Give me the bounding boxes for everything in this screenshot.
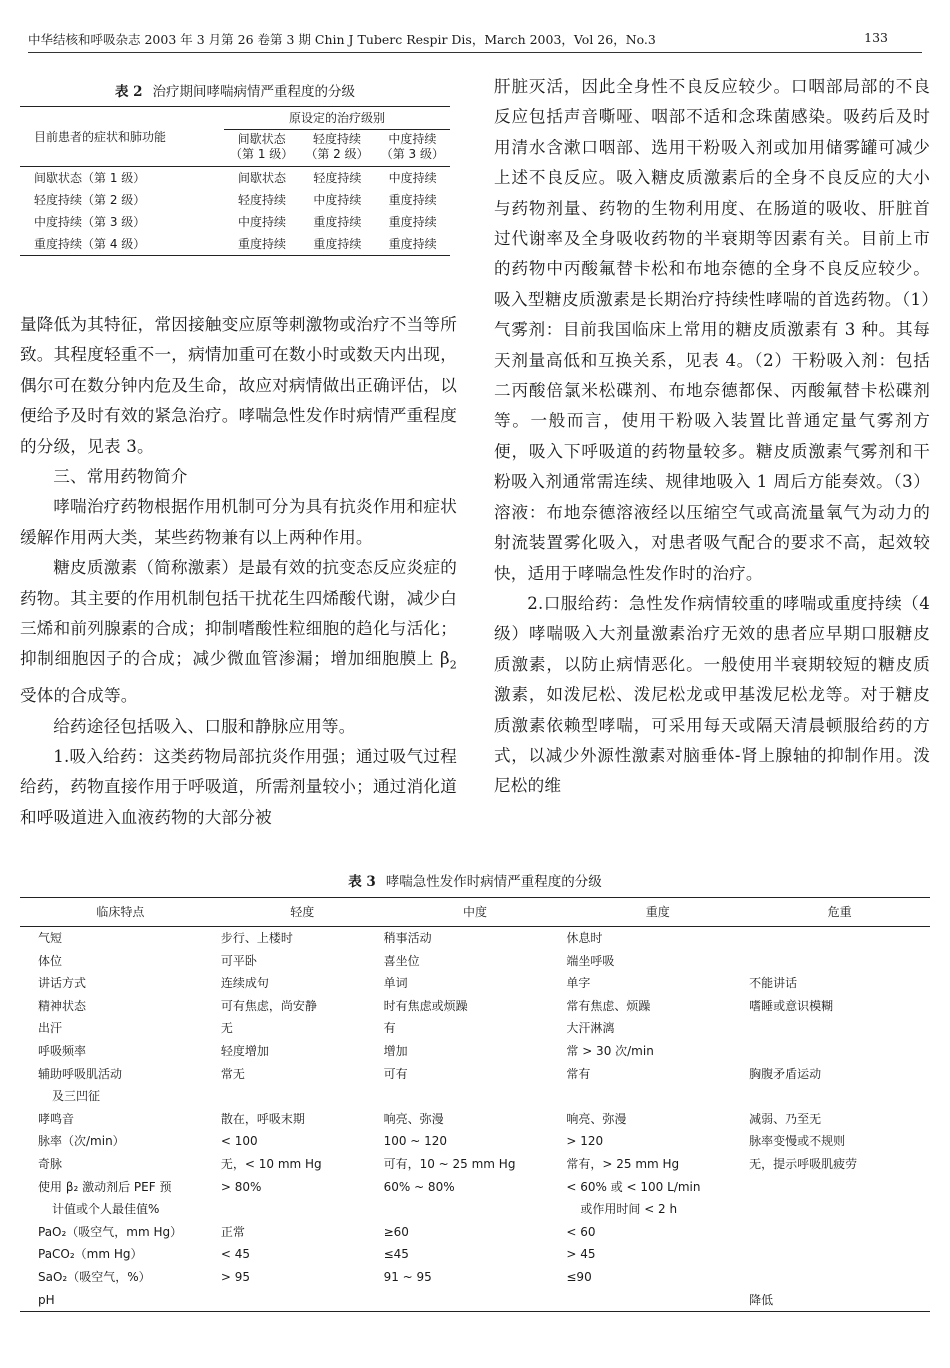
table2-row-label: 轻度持续（第 2 级） xyxy=(34,193,146,207)
paragraph: 1.吸入给药：这类药物局部抗炎作用强；通过吸气过程给药，药物直接作用于呼吸道，所需剂量较小；通过消化道和呼吸道进入血液药物的大部分被 xyxy=(20,747,457,827)
table2-row-label: 中度持续（第 3 级） xyxy=(34,215,146,229)
table3-cell: 无，< 10 mm Hg xyxy=(220,1156,322,1171)
table3-cell: 单字 xyxy=(566,976,591,991)
table3-cell: 91 ~ 95 xyxy=(383,1269,432,1284)
table-row xyxy=(20,1017,930,1040)
table3-cell: 有 xyxy=(383,1021,396,1036)
table3-cell xyxy=(749,1040,930,1063)
table3-cell xyxy=(749,927,930,950)
paragraph: 哮喘治疗药物根据作用机制可分为具有抗炎作用和症状缓解作用两大类，某些药物兼有以上两种作用。 xyxy=(20,497,457,547)
table3-cell xyxy=(749,950,930,973)
table3-cell: 嗜睡或意识模糊 xyxy=(749,998,834,1013)
table3-col-header: 轻度 xyxy=(221,898,384,927)
table3-cell: 喜坐位 xyxy=(383,953,420,968)
section-heading: 三、常用药物简介 xyxy=(53,467,188,487)
table-row xyxy=(20,1243,930,1266)
table3-cell: 脉率（次/min） xyxy=(38,1134,125,1149)
table3-cell: 常有 xyxy=(566,1066,591,1081)
table3-cell: 辅助呼吸肌活动 及三凹征 xyxy=(38,1066,123,1104)
table2-cell: 重度持续 xyxy=(224,233,299,256)
table3-cell xyxy=(749,1221,930,1244)
table-row xyxy=(20,1130,930,1153)
table3-cell xyxy=(384,1289,567,1312)
table3-cell: 可有 xyxy=(383,1066,408,1081)
table-row xyxy=(20,995,930,1018)
table3-body xyxy=(20,927,930,1312)
table-row xyxy=(20,950,930,973)
table-row xyxy=(20,1153,930,1176)
table-row xyxy=(20,233,450,256)
table3-cell: 100 ~ 120 xyxy=(383,1134,448,1149)
table3-cell: 步行、上楼时 xyxy=(220,931,293,945)
table2-cell: 重度持续 xyxy=(388,215,437,229)
table3-cell xyxy=(749,1017,930,1040)
paragraph: 给药途径包括吸入、口服和静脉应用等。 xyxy=(53,716,356,736)
right-column xyxy=(494,72,930,802)
table3-cell: 脉率变慢或不规则 xyxy=(749,1134,846,1149)
table2-col-header: 轻度持续 （第 2 级） xyxy=(305,132,369,161)
table2-cell: 重度持续 xyxy=(313,215,362,229)
left-column xyxy=(20,310,457,833)
table3-cell: 常有，> 25 mm Hg xyxy=(566,1156,680,1171)
table3-cell: 响亮、弥漫 xyxy=(383,1111,444,1126)
table3-cell: > 95 xyxy=(220,1269,251,1284)
table3-col-header: 临床特点 xyxy=(20,898,221,927)
table3-cell xyxy=(221,1289,384,1312)
table3-cell: 响亮、弥漫 xyxy=(566,1111,627,1126)
table3-cell: 胸腹矛盾运动 xyxy=(749,1066,822,1081)
table3-cell: 减弱、乃至无 xyxy=(749,1111,822,1126)
table2-col-header: 中度持续 （第 3 级） xyxy=(380,132,444,161)
table3-cell: 端坐呼吸 xyxy=(566,953,615,968)
table3-cell: 60% ~ 80% xyxy=(383,1179,455,1194)
table3-cell: 体位 xyxy=(38,953,63,968)
table3-cell: 气短 xyxy=(38,931,63,945)
table2-cell: 重度持续 xyxy=(299,233,374,256)
table-row xyxy=(20,1176,930,1221)
table2-caption xyxy=(20,80,450,100)
table2-col-header: 间歇状态 （第 1 级） xyxy=(230,132,294,161)
table3-cell: 稍事活动 xyxy=(383,931,432,945)
table3-cell: < 60% 或 < 100 L/min 或作用时间 < 2 h xyxy=(566,1179,701,1217)
paragraph: 肝脏灭活，因此全身性不良反应较少。口咽部局部的不良反应包括声音嘶哑、咽部不适和念珠菌感染。吸药后及时用清水含漱口咽部、选用干粉吸入剂或加用储雾罐可减少上述不良反应。吸入糖皮质激素后的全身不良反应的大小与药物剂量、药物的生物利用度、在肠道的吸收、肝脏首过代谢率及全身吸收药物的半衰期等因素有关。目前上市的药物中丙酸氟替卡松和布地奈德的全身不良反应较少。吸入型糖皮质激素是长期治疗持续性哮喘的首选药物。（1）气雾剂：目前我国临床上常用的糖皮质激素有 3 种。其每天剂量高低和互换关系，见表 4。（2）干粉吸入剂：包括二丙酸倍氯米松碟剂、布地奈德都保、丙酸氟替卡松碟剂等。一般而言，使用干粉吸入装置比普通定量气雾剂方便，吸入下呼吸道的药物量较多。糖皮质激素气雾剂和干粉吸入剂通常需连续、规律地吸入 1 周后方能奏效。（3）溶液：布地奈德溶液经以压缩空气或高流量氧气为动力的射流装置雾化吸入，对患者吸气配合的要求不高，起效较快，适用于哮喘急性发作时的治疗。 xyxy=(494,77,930,583)
table2-group-header: 原设定的治疗级别 xyxy=(224,107,450,130)
table3-cell: 常 > 30 次/min xyxy=(566,1043,654,1058)
table3-cell: 呼吸频率 xyxy=(38,1043,87,1058)
table3-cell: 不能讲话 xyxy=(749,976,798,991)
table3-cell: PaCO₂（mm Hg） xyxy=(38,1247,143,1262)
table3-cell: 可有焦虑，尚安静 xyxy=(220,998,317,1013)
table2-cell: 中度持续 xyxy=(388,171,437,185)
table3-cell: > 45 xyxy=(566,1247,596,1262)
table2-cell: 中度持续 xyxy=(238,215,287,229)
table2-row-label: 间歇状态（第 1 级） xyxy=(34,171,146,185)
table3-cell xyxy=(749,1176,930,1221)
table3-cell: 增加 xyxy=(383,1043,408,1058)
table3-cell: ≤90 xyxy=(566,1269,592,1284)
paragraph: 2.口服给药：急性发作病情较重的哮喘或重度持续（4 级）哮喘吸入大剂量激素治疗无效的患者应早期口服糖皮质激素，以防止病情恶化。一般使用半衰期较短的糖皮质激素，如泼尼松、泼尼松龙或甲基泼尼松龙等。对于糖皮质激素依赖型哮喘，可采用每天或隔天清晨顿服给药的方式，以减少外源性激素对脑垂体-肾上腺轴的抑制作用。泼尼松的维 xyxy=(494,593,930,796)
table3-cell: 可有，10 ~ 25 mm Hg xyxy=(383,1156,516,1171)
table3-cell: ≥60 xyxy=(383,1224,409,1239)
running-header xyxy=(28,30,920,50)
table2-cell: 重度持续 xyxy=(375,233,450,256)
header-rule xyxy=(28,52,922,53)
table3-cell: 使用 β₂ 激动剂后 PEF 预 计值或个人最佳值% xyxy=(38,1179,172,1217)
paragraph: 糖皮质激素（简称激素）是最有效的抗变态反应炎症的药物。其主要的作用机制包括干扰花生四烯酸代谢，减少白三烯和前列腺素的合成；抑制嗜酸性粒细胞的趋化与活化；抑制细胞因子的合成；减少微血管渗漏；增加细胞膜上 $\beta_2$ 受体的合成等。 xyxy=(20,558,457,706)
table-row xyxy=(20,1289,930,1312)
table3-cell: pH xyxy=(20,1289,221,1312)
table3 xyxy=(20,897,930,1312)
table3-cell: SaO₂（吸空气，%） xyxy=(38,1269,151,1284)
table3-cell: ≤45 xyxy=(383,1247,409,1262)
table-row xyxy=(20,972,930,995)
table2-label: 表 2 xyxy=(114,84,143,100)
table3-cell: > 120 xyxy=(566,1134,604,1149)
table3-cell: 单词 xyxy=(383,976,408,991)
table3-cell: 大汗淋漓 xyxy=(566,1021,615,1036)
table3-cell: 常无 xyxy=(220,1066,245,1081)
table3-cell: 轻度增加 xyxy=(220,1043,269,1058)
table3-cell: < 60 xyxy=(566,1224,596,1239)
table3-cell: 无 xyxy=(220,1021,233,1036)
table3-cell: 哮鸣音 xyxy=(38,1111,75,1126)
table2-cell: 间歇状态 xyxy=(238,171,287,185)
table3-cell: < 100 xyxy=(220,1134,258,1149)
table3-cell: 时有焦虑或烦躁 xyxy=(383,998,468,1013)
table2-row-header: 目前患者的症状和肺功能 xyxy=(20,107,224,167)
table3-cell: 精神状态 xyxy=(38,998,87,1013)
table3-cell: 讲话方式 xyxy=(38,976,87,991)
table-row xyxy=(20,927,930,950)
table-row xyxy=(20,1221,930,1244)
table2-title: 治疗期间哮喘病情严重程度的分级 xyxy=(152,84,356,100)
table-row xyxy=(20,189,450,211)
table3-cell: 休息时 xyxy=(566,931,603,945)
table-row xyxy=(20,1108,930,1131)
table3-caption xyxy=(0,870,950,890)
table3-cell xyxy=(566,1289,749,1312)
paragraph: 量降低为其特征，常因接触变应原等刺激物或治疗不当等所致。其程度轻重不一，病情加重可在数小时或数天内出现，偶尔可在数分钟内危及生命，故应对病情做出正确评估，以便给予及时有效的紧急治疗。哮喘急性发作时病情严重程度的分级，见表 3。 xyxy=(20,315,457,456)
table3-cell: 常有焦虑、烦躁 xyxy=(566,998,651,1013)
table2-row-label: 重度持续（第 4 级） xyxy=(20,233,224,256)
table-row xyxy=(20,1040,930,1063)
table3-cell: 奇脉 xyxy=(38,1156,63,1171)
table3-cell: > 80% xyxy=(220,1179,262,1194)
table3-cell: 无，提示呼吸肌疲劳 xyxy=(749,1156,858,1171)
table3-cell: 散在，呼吸末期 xyxy=(220,1111,305,1126)
table2-cell: 重度持续 xyxy=(388,193,437,207)
table3-label: 表 3 xyxy=(348,874,376,890)
table-row xyxy=(20,1063,930,1108)
table3-cell: 降低 xyxy=(749,1289,930,1312)
table-row xyxy=(20,211,450,233)
table3-cell: 出汗 xyxy=(38,1021,63,1036)
table2-cell: 轻度持续 xyxy=(313,171,362,185)
table3-cell: 连续成句 xyxy=(220,976,269,991)
table3-col-header: 重度 xyxy=(566,898,749,927)
table3-cell: 可平卧 xyxy=(220,953,257,968)
journal-citation: 中华结核和呼吸杂志 2003 年 3 月第 26 卷第 3 期 Chin J Tuberc Respir Dis，March 2003，Vol 26，No.3 xyxy=(28,32,656,47)
table3-col-header: 危重 xyxy=(749,898,930,927)
table3-cell xyxy=(749,1266,930,1289)
table3-cell xyxy=(749,1243,930,1266)
table3-col-header: 中度 xyxy=(384,898,567,927)
table3-cell: < 45 xyxy=(220,1247,251,1262)
page-number: 133 xyxy=(864,30,888,45)
table3-cell: 正常 xyxy=(220,1224,245,1239)
table2 xyxy=(20,106,450,256)
table3-cell: PaO₂（吸空气，mm Hg） xyxy=(38,1224,183,1239)
table2-cell: 轻度持续 xyxy=(238,193,287,207)
table-row xyxy=(20,1266,930,1289)
table-row xyxy=(20,167,450,190)
table2-cell: 中度持续 xyxy=(313,193,362,207)
table3-title: 哮喘急性发作时病情严重程度的分级 xyxy=(385,874,602,890)
